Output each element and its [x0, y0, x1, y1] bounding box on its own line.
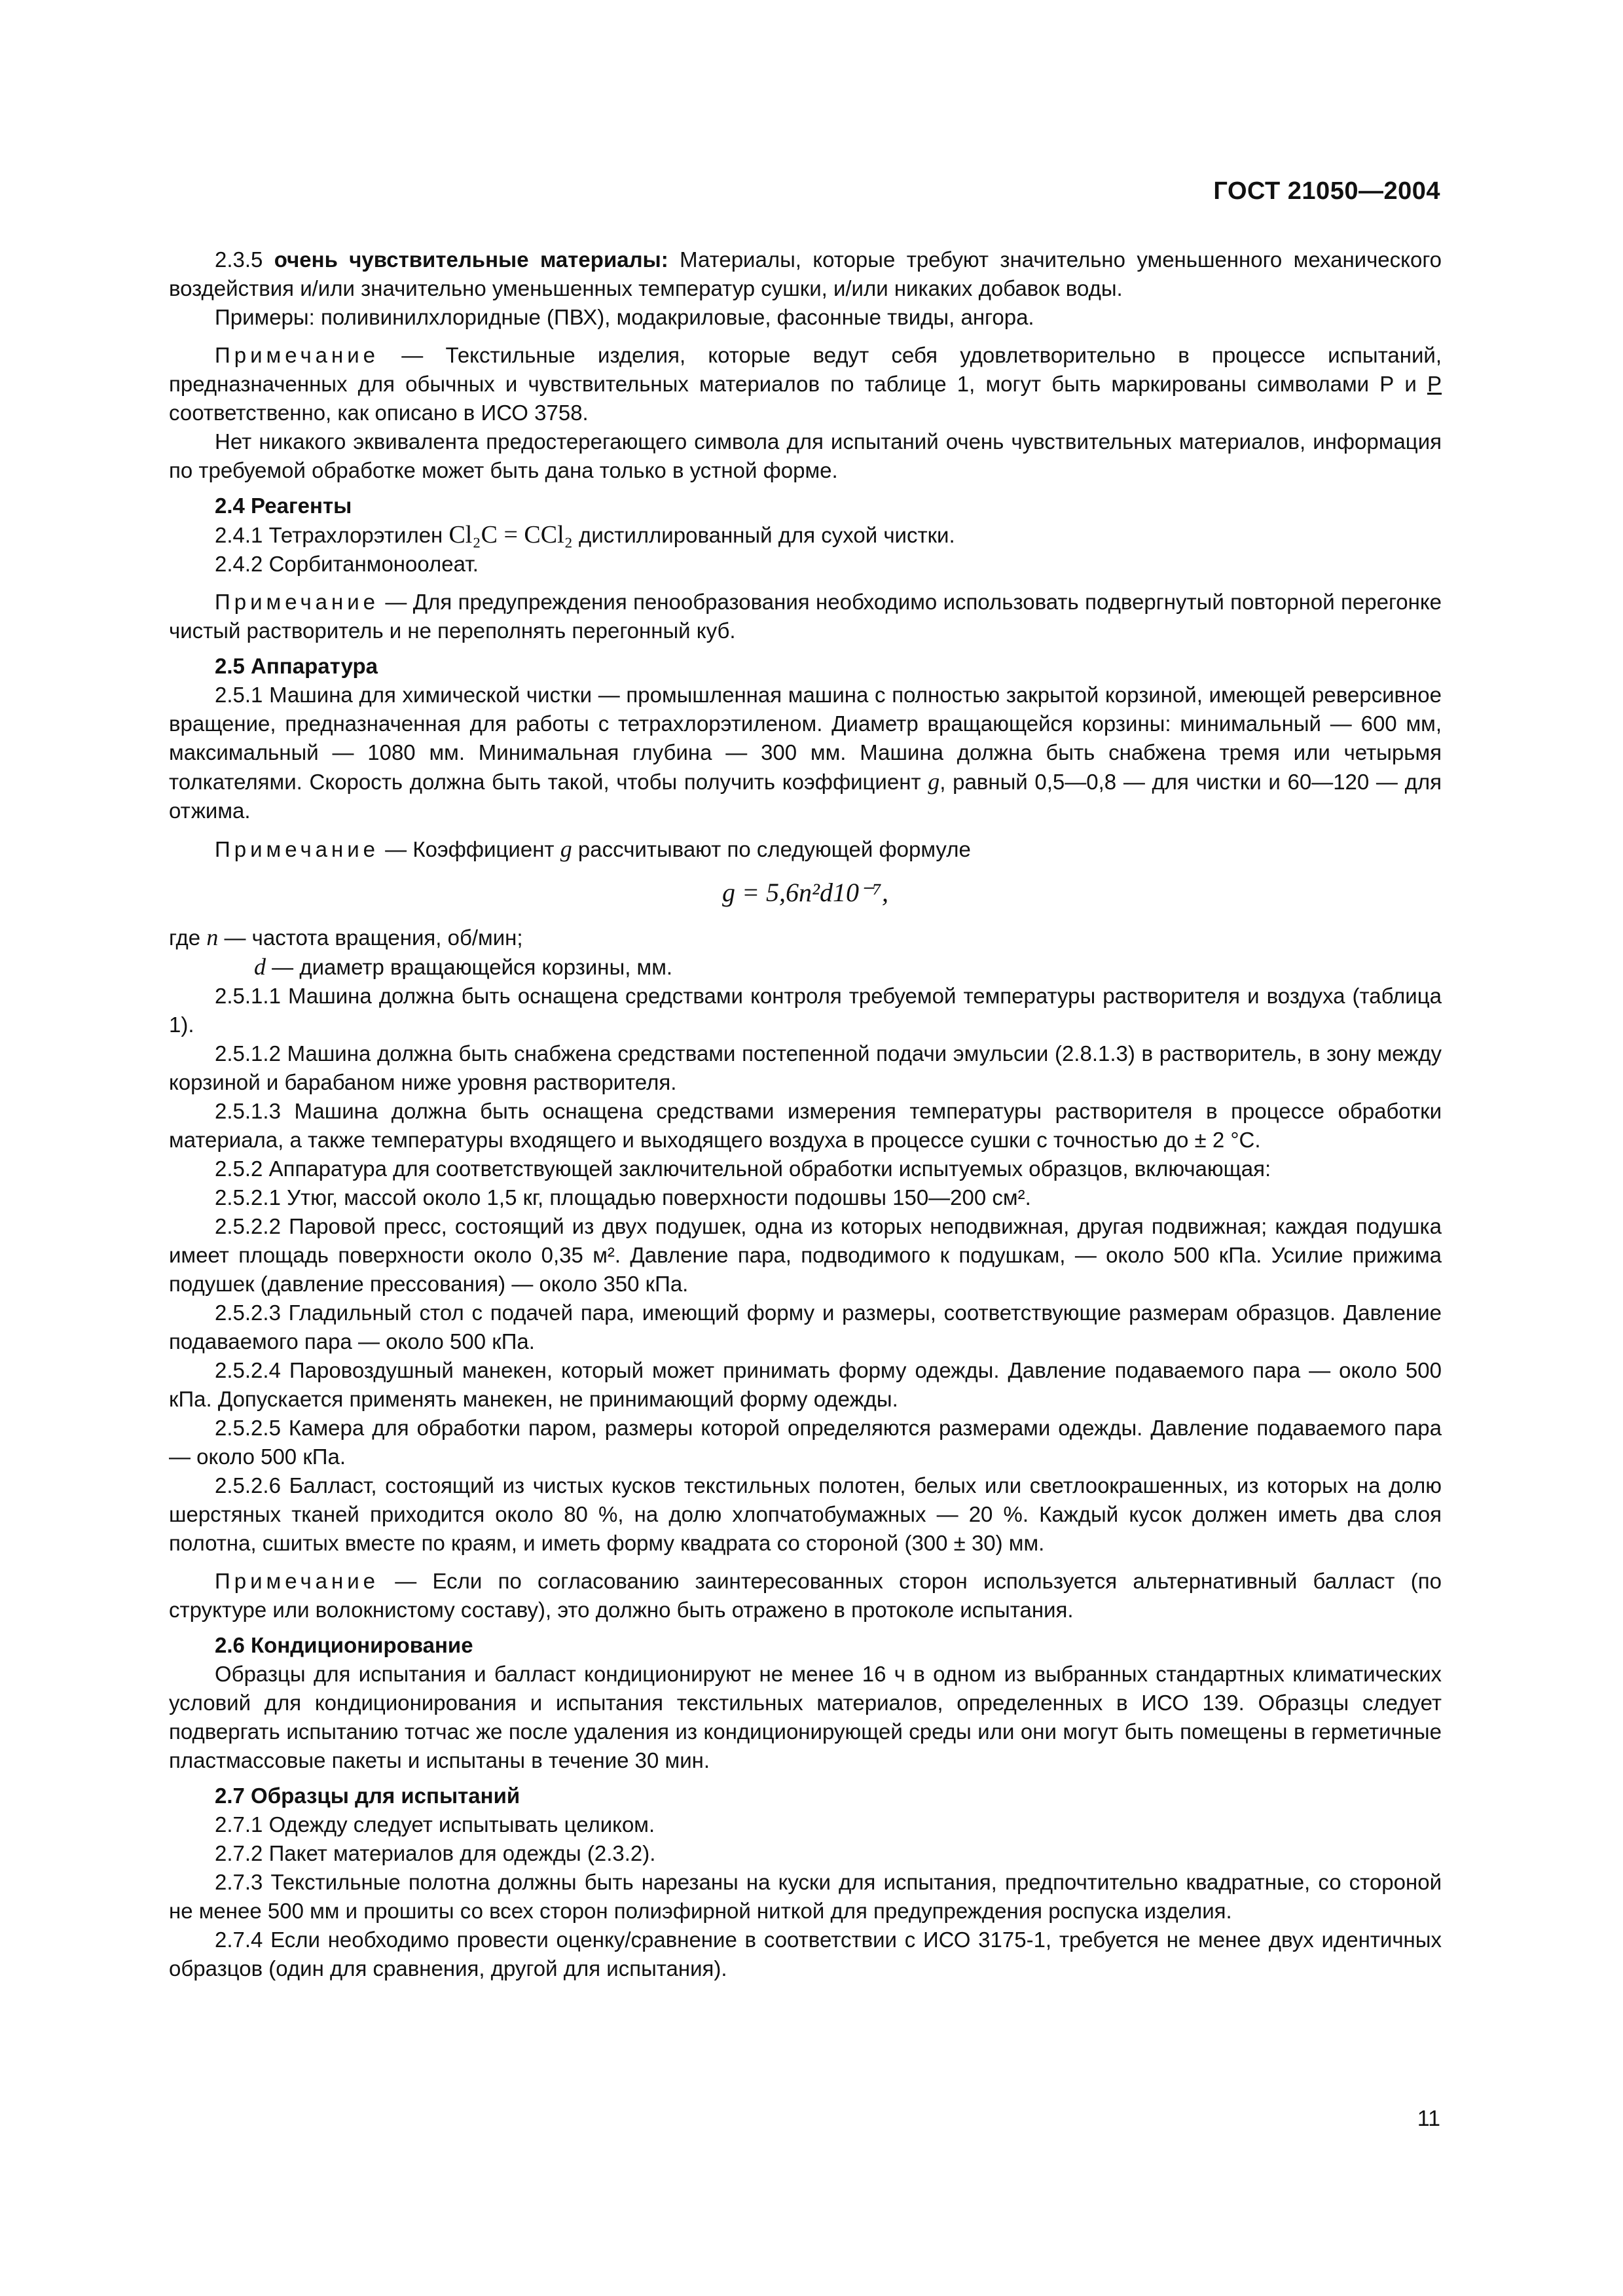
clause-text: Материалы, которые требуют значительно уменьшенного механического воздействия и/или значительно уменьшенных температур сушки, и/или никаких добавок воды. — [169, 247, 1442, 300]
clause-number: 2.3.5 — [215, 247, 263, 272]
paragraph-2-7-1: 2.7.1 Одежду следует испытывать целиком. — [215, 1812, 655, 1837]
paragraph-2-5-1 — [169, 681, 1442, 825]
formula: g = 5,6n²d10⁻⁷, — [721, 878, 888, 907]
note-1-continuation: Нет никакого эквивалента предостерегающего символа для испытаний очень чувствительных материалов, информация по требуемой обработке может быть дана только в устной форме. — [169, 429, 1442, 482]
paragraph-2-4-1 — [169, 520, 1442, 550]
paragraph-2-5-1-1: 2.5.1.1 Машина должна быть оснащена средствами контроля требуемой температуры растворителя и воздуха (таблица 1). — [169, 984, 1442, 1037]
paragraph-2-5-2-1: 2.5.2.1 Утюг, массой около 1,5 кг, площадью поверхности подошвы 150—200 см². — [215, 1185, 1031, 1210]
paragraph-2-5-2-4: 2.5.2.4 Паровоздушный манекен, который может принимать форму одежды. Давление подаваемого пара — около 500 кПа. Допускается применять манекен, не принимающий форму одежды. — [169, 1358, 1442, 1411]
paragraph-2-5-2: 2.5.2 Аппаратура для соответствующей заключительной обработки испытуемых образцов, включающая: — [215, 1157, 1271, 1181]
clause-text: 2.5.1 Машина для химической чистки — промышленная машина с полностью закрытой корзиной, имеющей реверсивное вращение, предназначенная для работы с тетрахлорэтиленом. Диаметр вращающейся корзины: минимальный — 600 мм, максимальный — 1080 мм. Минимальная глубина — 300 мм. Машина должна быть снабжена тремя или четырьмя толкателями. Скорость должна быть такой, чтобы получить коэффициент — [169, 683, 1442, 794]
paragraph-2-5-1-2: 2.5.1.2 Машина должна быть снабжена средствами постепенной подачи эмульсии (2.8.1.3) в растворитель, в зону между корзиной и барабаном ниже уровня растворителя. — [169, 1041, 1442, 1094]
note-label: Примечание — [215, 837, 380, 861]
document-body — [169, 245, 1442, 1983]
paragraph-2-5-2-5: 2.5.2.5 Камера для обработки паром, размеры которой определяются размерами одежды. Давление подаваемого пара — около 500 кПа. — [169, 1416, 1442, 1469]
chemical-formula: Cl₂C = CCl₂ — [448, 521, 573, 548]
note-text: — Для предупреждения пенообразования необходимо использовать подвергнутый повторной перегонке чистый растворитель и не переполнять перегонный куб. — [169, 590, 1442, 643]
note-label: Примечание — [215, 1569, 380, 1593]
symbol-g: g — [560, 836, 572, 862]
clause-text: , равный 0,5—0,8 — для чистки и 60—120 — для отжима. — [169, 770, 1442, 823]
where-text: — диаметр вращающейся корзины, мм. — [266, 955, 673, 979]
clause-text: 2.4.1 Тетрахлорэтилен — [215, 523, 449, 547]
where-n — [169, 923, 1442, 952]
note-2 — [169, 588, 1442, 645]
note-label: Примечание — [215, 343, 380, 367]
clause-text: дистиллированный для сухой чистки. — [572, 523, 955, 547]
paragraph-2-4-2: 2.4.2 Сорбитанмоноолеат. — [215, 552, 479, 576]
note-formula — [169, 834, 1442, 864]
paragraph-2-7-2: 2.7.2 Пакет материалов для одежды (2.3.2). — [215, 1841, 656, 1865]
section-heading-2-7: 2.7 Образцы для испытаний — [215, 1784, 520, 1808]
symbol-g: g — [928, 768, 940, 795]
paragraph-2-3-5 — [169, 245, 1442, 303]
term-bold: очень чувствительные материалы: — [274, 247, 668, 272]
note-text: рассчитывают по следующей формуле — [572, 837, 971, 861]
paragraph-2-5-2-3: 2.5.2.3 Гладильный стол с подачей пара, имеющий форму и размеры, соответствующие размерам образцов. Давление подаваемого пара — около 500 кПа. — [169, 1300, 1442, 1354]
section-heading-2-5: 2.5 Аппаратура — [215, 654, 378, 678]
where-d — [254, 952, 1442, 982]
note-3 — [169, 1567, 1442, 1624]
symbol-n: n — [206, 924, 219, 950]
where-prefix: где — [169, 925, 207, 950]
page-number: 11 — [1417, 2106, 1440, 2131]
note-1 — [169, 341, 1442, 427]
underlined-symbol: Р — [1427, 372, 1442, 396]
paragraph-2-5-2-6: 2.5.2.6 Балласт, состоящий из чистых кусков текстильных полотен, белых или светлоокрашенных, из которых на долю шерстяных тканей приходится около 80 %, на долю хлопчатобумажных — 20 %. Каждый кусок должен иметь два слоя полотна, сшитых вместе по краям, и иметь форму квадрата со стороной (300 ± 30) мм. — [169, 1473, 1442, 1555]
note-text: — Коэффициент — [379, 837, 560, 861]
note-text: — Текстильные изделия, которые ведут себя удовлетворительно в процессе испытаний, предназначенных для обычных и чувствительных материалов по таблице 1, могут быть маркированы символами Р и — [169, 343, 1442, 396]
paragraph-2-7-3: 2.7.3 Текстильные полотна должны быть нарезаны на куски для испытания, предпочтительно квадратные, со стороной не менее 500 мм и прошиты со всех сторон полиэфирной ниткой для предупреждения роспуска изделия. — [169, 1870, 1442, 1923]
document-header: ГОСТ 21050—2004 — [1213, 177, 1440, 205]
paragraph-2-7-4: 2.7.4 Если необходимо провести оценку/сравнение в соответствии с ИСО 3175-1, требуется не менее двух идентичных образцов (один для сравнения, другой для испытания). — [169, 1928, 1442, 1981]
section-heading-2-4: 2.4 Реагенты — [215, 493, 352, 518]
note-label: Примечание — [215, 590, 380, 614]
examples-text: Примеры: поливинилхлоридные (ПВХ), модакриловые, фасонные твиды, ангора. — [215, 305, 1034, 329]
paragraph-2-6: Образцы для испытания и балласт кондиционируют не менее 16 ч в одном из выбранных стандартных климатических условий для кондиционирования и испытания текстильных материалов, определенных в ИСО 139. Образцы следует подвергать испытанию тотчас же после удаления из кондиционирующей среды или они могут быть помещены в герметичные пластмассовые пакеты и испытаны в течение 30 мин. — [169, 1662, 1442, 1772]
paragraph-2-5-1-3: 2.5.1.3 Машина должна быть оснащена средствами измерения температуры растворителя в процессе обработки материала, а также температуры входящего и выходящего воздуха в процессе сушки с точностью до ± 2 °С. — [169, 1099, 1442, 1152]
note-text: соответственно, как описано в ИСО 3758. — [169, 401, 589, 425]
symbol-d: d — [254, 954, 266, 980]
note-text: — Если по согласованию заинтересованных сторон используется альтернативный балласт (по структуре или волокнистому составу), это должно быть отражено в протоколе испытания. — [169, 1569, 1442, 1622]
where-text: — частота вращения, об/мин; — [218, 925, 523, 950]
section-heading-2-6: 2.6 Кондиционирование — [215, 1633, 473, 1657]
paragraph-2-5-2-2: 2.5.2.2 Паровой пресс, состоящий из двух подушек, одна из которых неподвижная, другая подвижная; каждая подушка имеет площадь поверхности около 0,35 м². Давление пара, подводимого к подушкам, — около 500 кПа. Усилие прижима подушек (давление прессования) — около 350 кПа. — [169, 1214, 1442, 1296]
